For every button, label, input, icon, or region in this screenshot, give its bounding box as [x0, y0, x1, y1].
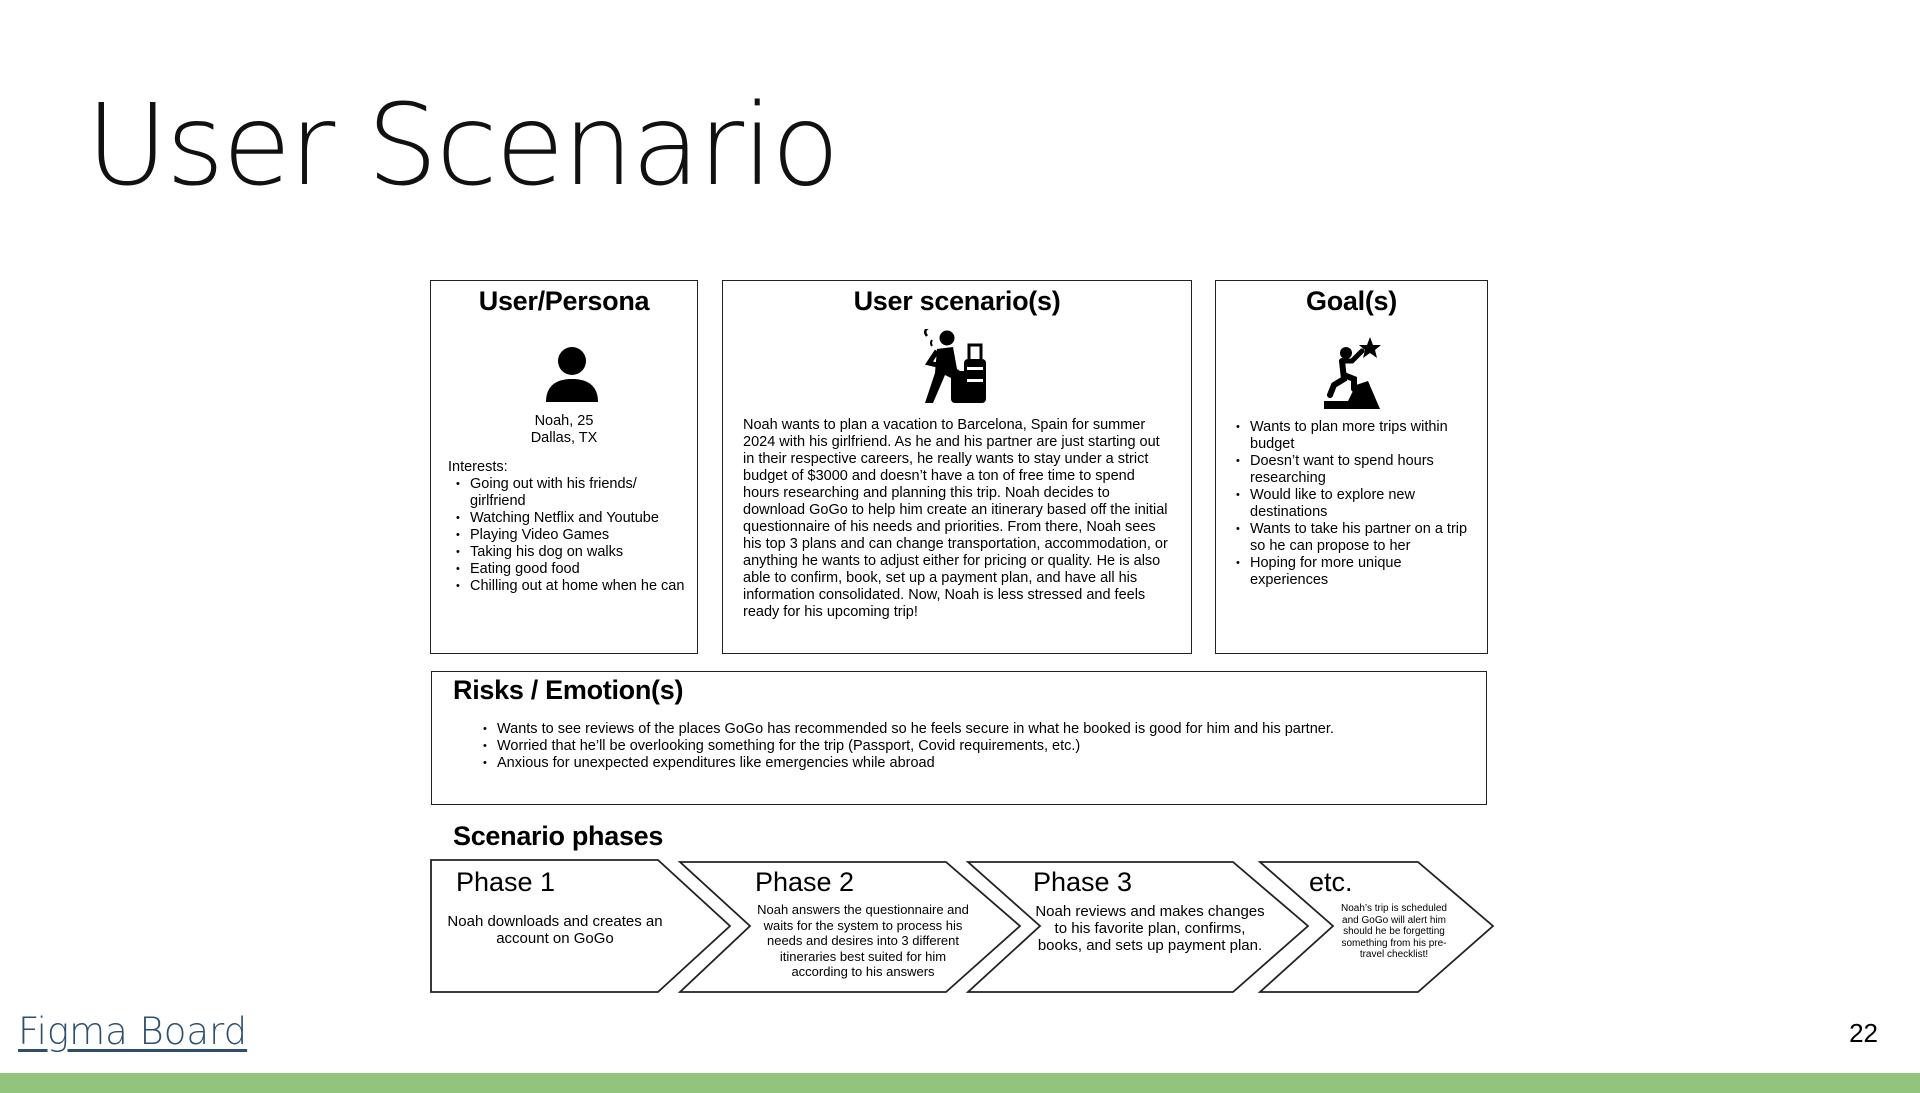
phase-3-title: Phase 3 — [1033, 867, 1133, 897]
persona-heading: User/Persona — [478, 286, 650, 316]
page-number: 22 — [1849, 1018, 1878, 1048]
scenario-description: Noah wants to plan a vacation to Barcelona, Spain for summer 2024 with his girlfriend. As he and his partner are just starting out in their respective careers, he really wants to stay under a strict budget of $3000 and doesn’t have a ton of free time to spend hours researching and planning this trip. Noah decides to download GoGo to help him create an itinerary based off the initial questionnaire of his needs and priorities. From there, Noah sees his top 3 plans and can change transportation, accommodation, or anything he wants to adjust either for pricing or quality. He is also able to confirm, book, set up a payment plan, and have all his information consolidated. Now, Noah is less stressed and feels ready for his upcoming trip! — [743, 417, 1168, 620]
traveler-with-luggage-icon — [923, 329, 993, 405]
persona-location: Dallas, TX — [530, 430, 598, 446]
goals-heading: Goal(s) — [1306, 286, 1397, 316]
figma-board-link[interactable]: Figma Board — [18, 1010, 248, 1053]
list-item: • Wants to see reviews of the places GoGo has recommended so he feels secure in what he booked is good for him and his partner. — [475, 721, 1470, 738]
interests-list — [448, 476, 685, 595]
phase-3-text: Noah reviews and makes changes to his favorite plan, confirms, books, and sets up payment plan. — [1035, 903, 1265, 954]
list-item: • Wants to take his partner on a trip so he can propose to her — [1228, 521, 1475, 555]
list-item: • Would like to explore new destinations — [1228, 487, 1475, 521]
climber-reaching-star-icon — [1322, 335, 1384, 411]
phase-etc-title: etc. — [1309, 867, 1353, 897]
phase-etc-text: Noah’s trip is scheduled and GoGo will alert him should he be forgetting something from his pre-travel checklist! — [1341, 903, 1447, 960]
list-item: • Wants to plan more trips within budget — [1228, 419, 1475, 453]
goals-list — [1228, 419, 1475, 589]
persona-name-age: Noah, 25 — [534, 413, 594, 429]
list-item: • Watching Netflix and Youtube — [448, 510, 685, 527]
list-item: • Worried that he’ll be overlooking something for the trip (Passport, Covid requirements, etc.) — [475, 738, 1470, 755]
list-item: • Taking his dog on walks — [448, 544, 685, 561]
scenario-card — [722, 280, 1192, 654]
list-item: • Hoping for more unique experiences — [1228, 555, 1475, 589]
persona-card — [430, 280, 698, 654]
phases-heading: Scenario phases — [453, 821, 664, 851]
phase-2-title: Phase 2 — [755, 867, 855, 897]
list-item: • Chilling out at home when he can — [448, 578, 685, 595]
person-icon — [544, 346, 600, 404]
footer-bar — [0, 1073, 1920, 1093]
risks-list — [475, 721, 1470, 772]
phase-2-text: Noah answers the questionnaire and waits for the system to process his needs and desires into 3 different itineraries best suited for him according to his answers — [757, 902, 969, 979]
list-item: • Eating good food — [448, 561, 685, 578]
goals-card — [1215, 280, 1488, 654]
list-item: • Playing Video Games — [448, 527, 685, 544]
interests-label: Interests: — [448, 459, 508, 475]
risks-card — [431, 671, 1487, 805]
list-item: • Anxious for unexpected expenditures like emergencies while abroad — [475, 755, 1470, 772]
risks-heading: Risks / Emotion(s) — [453, 675, 684, 705]
list-item: • Doesn’t want to spend hours researching — [1228, 453, 1475, 487]
slide-title: User Scenario — [86, 81, 838, 211]
scenario-heading: User scenario(s) — [853, 286, 1061, 316]
phase-1-title: Phase 1 — [456, 867, 556, 897]
list-item: • Going out with his friends/ girlfriend — [448, 476, 685, 510]
phase-1-text: Noah downloads and creates an account on GoGo — [447, 913, 663, 947]
